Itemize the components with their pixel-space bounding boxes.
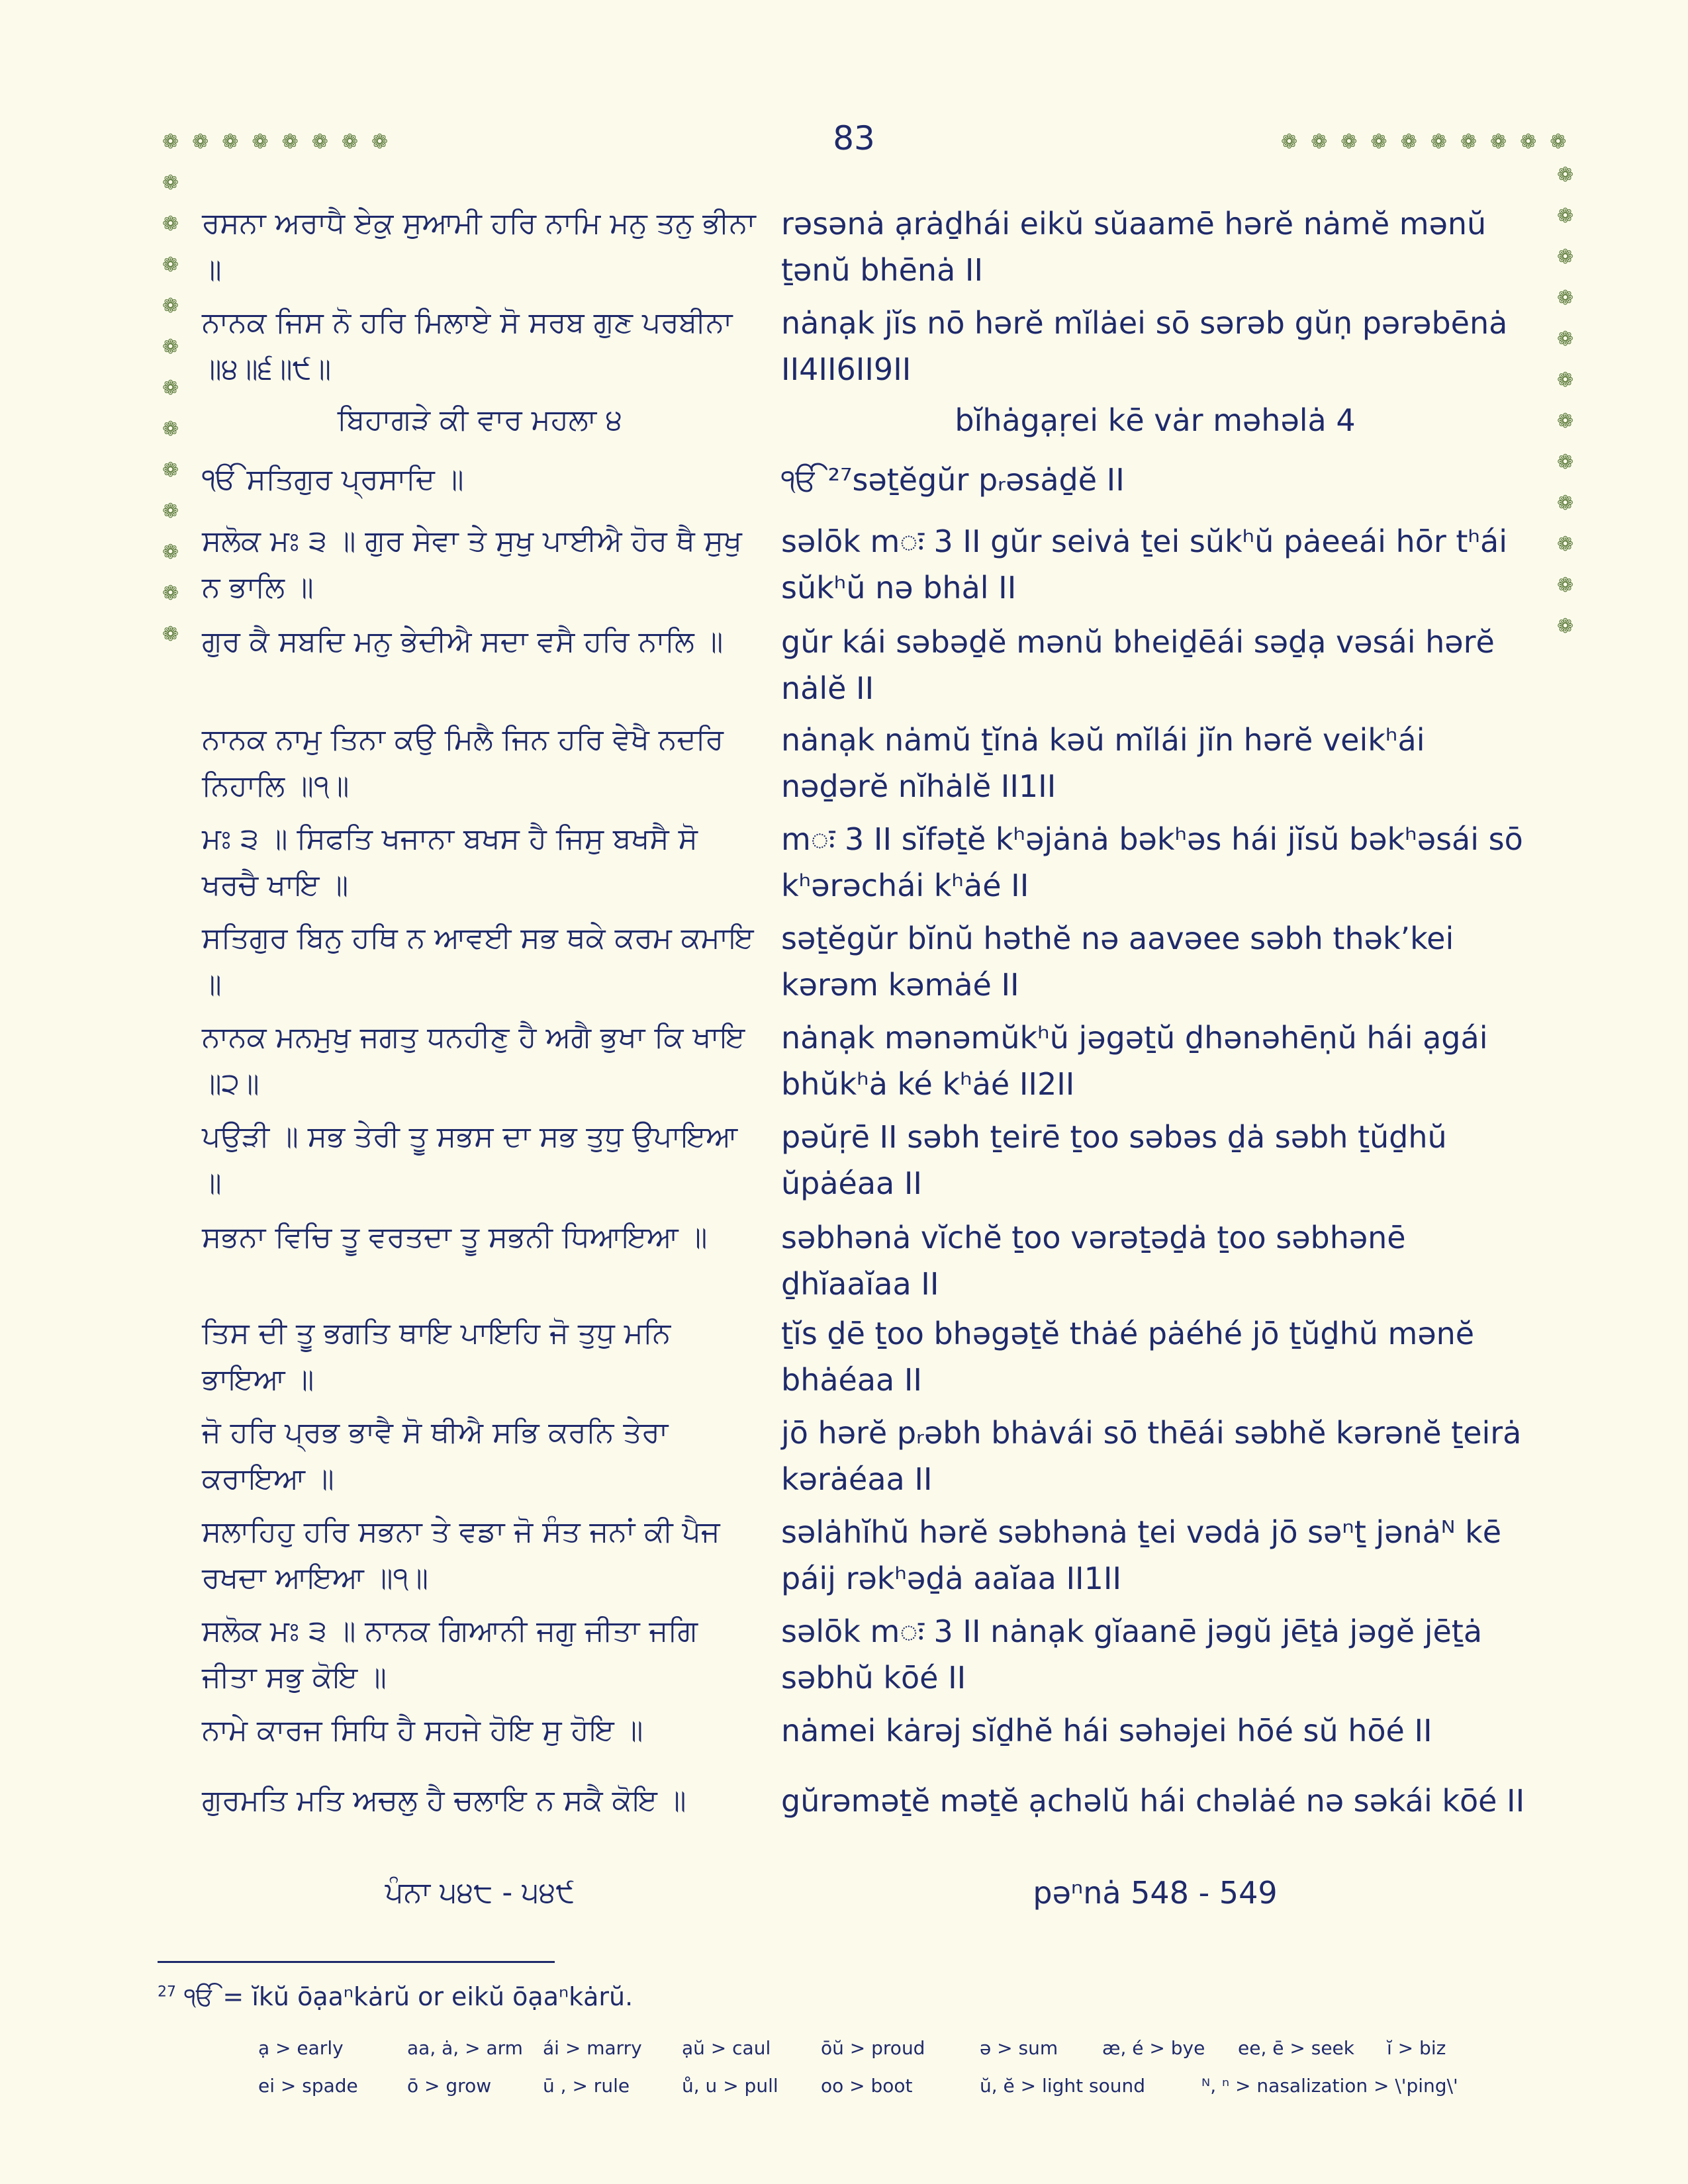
ornament-icon: ❁ <box>1281 130 1298 154</box>
legend-item: ee, ē > seek <box>1238 2037 1354 2059</box>
ornament-icon: ❁ <box>1370 130 1387 154</box>
ornament-icon: ❁ <box>162 171 179 195</box>
ornament-icon: ❁ <box>162 582 179 605</box>
footnote-text: ੴ = ĭkŭ ōạaⁿkȧrŭ or eikŭ ōạaⁿkȧrŭ. <box>184 1982 633 2011</box>
gurmukhi-line: ਮਃ ੩ ॥ ਸਿਫਤਿ ਖਜਾਨਾ ਬਖਸ ਹੈ ਜਿਸੁ ਬਖਸੈ ਸੋ ਖਰਚੈ ਖਾਇ ॥ <box>202 822 698 902</box>
gurmukhi-line: ਨਾਮੇ ਕਾਰਜ ਸਿਧਿ ਹੈ ਸਹਜੇ ਹੋਇ ਸੁ ਹੋਇ ॥ <box>202 1713 643 1747</box>
ornament-icon: ❁ <box>1557 205 1574 228</box>
ornament-icon: ❁ <box>1400 130 1417 154</box>
gurmukhi-line: ਸਲੋਕ ਮਃ ੩ ॥ ਨਾਨਕ ਗਿਆਨੀ ਜਗੁ ਜੀਤਾ ਜਗਿ ਜੀਤਾ ਸਭੁ ਕੋਇ ॥ <box>202 1614 698 1694</box>
ornament-icon: ❁ <box>1557 492 1574 515</box>
page-reference-transliteration: pəⁿnȧ 548 - 549 <box>1033 1875 1278 1911</box>
ornament-icon: ❁ <box>162 459 179 482</box>
legend-item: ō > grow <box>407 2075 492 2097</box>
ornament-icon: ❁ <box>162 336 179 359</box>
transliteration-line: nȧmei kȧrəj sĭḏhĕ hái səhəjei hōé sŭ hōé II <box>781 1713 1432 1749</box>
ornament-icon: ❁ <box>1550 130 1567 154</box>
ornament-icon: ❁ <box>222 130 239 154</box>
ornament-icon: ❁ <box>281 130 299 154</box>
transliteration-line: ੴ ²⁷səṯĕgŭr pᵣəsȧḏĕ II <box>781 462 1125 498</box>
legend-item: ū , > rule <box>543 2075 630 2097</box>
transliteration-line: gŭrəməṯĕ məṯĕ ạchəlŭ hái chəlȧé nə səkái kōé II <box>781 1783 1525 1819</box>
ornament-icon: ❁ <box>162 500 179 523</box>
transliteration-line: səlōk mः 3 II gŭr seivȧ ṯei sŭkʰŭ pȧeeái hōr tʰái sŭkʰŭ nə bhȧl II <box>781 523 1507 606</box>
gurmukhi-line: ਨਾਨਕ ਮਨਮੁਖੁ ਜਗਤੁ ਧਨਹੀਣੁ ਹੈ ਅਗੈ ਭੁਖਾ ਕਿ ਖਾਇ ॥੨॥ <box>202 1021 745 1101</box>
legend-item: ái > marry <box>543 2037 642 2059</box>
transliteration-line: jō hərĕ pᵣəbh bhȧvái sō thēái səbhĕ kərənĕ ṯeirȧ kərȧéaa II <box>781 1415 1522 1497</box>
ornament-icon: ❁ <box>162 212 179 236</box>
ornament-left-column <box>162 173 179 645</box>
ornament-icon: ❁ <box>1557 163 1574 187</box>
transliteration-line: pəŭṛē II səbh ṯeirē ṯoo səbəs ḏȧ səbh ṯŭḏhŭ ŭpȧéaa II <box>781 1119 1447 1201</box>
ornament-icon: ❁ <box>1557 451 1574 474</box>
transliteration-line: ṯĭs ḏē ṯoo bhəgəṯĕ thȧé pȧéhé jō ṯŭḏhŭ mənĕ bhȧéaa II <box>781 1316 1475 1398</box>
ornament-icon: ❁ <box>162 623 179 646</box>
transliteration-line: səbhənȧ vĭchĕ ṯoo vərəṯəḏȧ ṯoo səbhənē ḏhĭaaĭaa II <box>781 1220 1406 1302</box>
legend-item: oo > boot <box>821 2075 913 2097</box>
ornament-icon: ❁ <box>192 130 209 154</box>
section-heading-gurmukhi: ਬਿਹਾਗੜੇ ਕੀ ਵਾਰ ਮਹਲਾ ੪ <box>337 403 623 437</box>
gurmukhi-line: ਗੁਰ ਕੈ ਸਬਦਿ ਮਨੁ ਭੇਦੀਐ ਸਦਾ ਵਸੈ ਹਰਿ ਨਾਲਿ ॥ <box>202 625 724 659</box>
ornament-icon: ❁ <box>1311 130 1328 154</box>
gurmukhi-line: ਜੋ ਹਰਿ ਪ੍ਰਭ ਭਾਵੈ ਸੋ ਥੀਐ ਸਭਿ ਕਰਨਿ ਤੇਰਾ ਕਰਾਇਆ ॥ <box>202 1416 669 1496</box>
transliteration-line: gŭr kái səbəḏĕ mənŭ bheiḏēái səḏạ vəsái hərĕ nȧlĕ II <box>781 624 1495 706</box>
gurmukhi-line: ੴ ਸਤਿਗੁਰ ਪ੍ਰਸਾਦਿ ॥ <box>202 463 464 496</box>
legend-item: ạ > early <box>258 2037 344 2059</box>
footnote-divider <box>158 1961 555 1963</box>
page-number: 83 <box>833 119 875 158</box>
ornament-icon: ❁ <box>1460 130 1477 154</box>
transliteration-line: səlōk mः 3 II nȧnạk gĭaanē jəgŭ jēṯȧ jəgĕ jēṯȧ səbhŭ kōé II <box>781 1614 1483 1696</box>
legend-item: æ, é > bye <box>1102 2037 1205 2059</box>
ornament-top-right <box>1281 132 1566 152</box>
gurmukhi-line: ਤਿਸ ਦੀ ਤੂ ਭਗਤਿ ਥਾਇ ਪਾਇਹਿ ਜੋ ਤੁਧੁ ਮਨਿ ਭਾਇਆ ॥ <box>202 1316 671 1396</box>
legend-item: ə > sum <box>980 2037 1058 2059</box>
transliteration-line: səlȧhĭhŭ hərĕ səbhənȧ ṯei vədȧ jō səⁿṯ jənȧᴺ kē páij rəkʰəḏȧ aaĭaa II1II <box>781 1514 1502 1596</box>
transliteration-line: nȧnạk jĭs nō hərĕ mĭlȧei sō sərəb gŭṇ pərəbēnȧ II4II6II9II <box>781 305 1508 387</box>
gurmukhi-line: ਸਲਾਹਿਹੁ ਹਰਿ ਸਭਨਾ ਤੇ ਵਡਾ ਜੋ ਸੰਤ ਜਨਾਂ ਕੀ ਪੈਜ ਰਖਦਾ ਆਇਆ ॥੧॥ <box>202 1515 720 1595</box>
ornament-icon: ❁ <box>252 130 269 154</box>
footnote-number: 27 <box>158 1983 176 2001</box>
ornament-icon: ❁ <box>1430 130 1447 154</box>
gurmukhi-line: ਸਲੋਕ ਮਃ ੩ ॥ ਗੁਰ ਸੇਵਾ ਤੇ ਸੁਖੁ ਪਾਈਐ ਹੋਰ ਥੈ ਸੁਖੁ ਨ ਭਾਲਿ ॥ <box>202 524 742 604</box>
legend-item: ĭ > biz <box>1387 2037 1446 2059</box>
gurmukhi-line: ਸਭਨਾ ਵਿਚਿ ਤੂ ਵਰਤਦਾ ਤੂ ਸਭਨੀ ਧਿਆਇਆ ॥ <box>202 1220 708 1254</box>
ornament-icon: ❁ <box>162 418 179 441</box>
ornament-top-left <box>162 132 388 152</box>
ornament-icon: ❁ <box>1557 369 1574 392</box>
ornament-icon: ❁ <box>311 130 328 154</box>
ornament-icon: ❁ <box>1557 574 1574 597</box>
section-heading-transliteration: bĭhȧgạṛei kē vȧr məhəlȧ 4 <box>955 402 1356 438</box>
ornament-icon: ❁ <box>162 541 179 564</box>
gurmukhi-line: ਨਾਨਕ ਜਿਸ ਨੋ ਹਰਿ ਮਿਲਾਏ ਸੋ ਸਰਬ ਗੁਣ ਪਰਬੀਨਾ ॥੪॥੬॥੯॥ <box>202 306 733 386</box>
transliteration-line: səṯĕgŭr bĭnŭ həthĕ nə aavəee səbh thək’kei kərəm kəmȧé II <box>781 921 1454 1003</box>
ornament-right-column <box>1557 165 1573 637</box>
transliteration-line: nȧnạk mənəmŭkʰŭ jəgəṯŭ ḏhənəhēṇŭ hái ạgái bhŭkʰȧ ké kʰȧé II2II <box>781 1020 1488 1102</box>
ornament-icon: ❁ <box>1520 130 1537 154</box>
transliteration-line: mः 3 II sĭfəṯĕ kʰəjȧnȧ bəkʰəs hái jĭsŭ bəkʰəsái sō kʰərəchái kʰȧé II <box>781 821 1523 903</box>
ornament-icon: ❁ <box>1557 410 1574 433</box>
ornament-icon: ❁ <box>1557 328 1574 351</box>
ornament-icon: ❁ <box>371 130 389 154</box>
ornament-icon: ❁ <box>341 130 358 154</box>
ornament-icon: ❁ <box>1489 130 1507 154</box>
ornament-icon: ❁ <box>162 377 179 400</box>
ornament-icon: ❁ <box>162 253 179 277</box>
gurmukhi-line: ਰਸਨਾ ਅਰਾਧੈ ਏਕੁ ਸੁਆਮੀ ਹਰਿ ਨਾਮਿ ਮਨੁ ਤਨੁ ਭੀਨਾ ॥ <box>202 206 756 287</box>
page-reference-gurmukhi: ਪੰਨਾ ੫੪੮ - ੫੪੯ <box>385 1876 575 1909</box>
transliteration-line: nȧnạk nȧmŭ ṯĭnȧ kəŭ mĭlái jĭn hərĕ veikʰái nəḏərĕ nĭhȧlĕ II1II <box>781 722 1425 804</box>
ornament-icon: ❁ <box>1557 533 1574 556</box>
legend-item: ạŭ > caul <box>682 2037 771 2059</box>
legend-item: ŭ, ĕ > light sound <box>980 2075 1145 2097</box>
ornament-icon: ❁ <box>1557 246 1574 269</box>
legend-item: ōŭ > proud <box>821 2037 925 2059</box>
gurmukhi-line: ਸਤਿਗੁਰ ਬਿਨੁ ਹਥਿ ਨ ਆਵਈ ਸਭ ਥਕੇ ਕਰਮ ਕਮਾਇ ॥ <box>202 921 754 1001</box>
ornament-icon: ❁ <box>1340 130 1358 154</box>
ornament-icon: ❁ <box>162 295 179 318</box>
legend-item: aa, ȧ, > arm <box>407 2037 523 2059</box>
gurmukhi-line: ਨਾਨਕ ਨਾਮੁ ਤਿਨਾ ਕਉ ਮਿਲੈ ਜਿਨ ਹਰਿ ਵੇਖੈ ਨਦਰਿ ਨਿਹਾਲਿ ॥੧॥ <box>202 723 724 803</box>
legend-item: ᴺ, ⁿ > nasalization > \'ping\' <box>1201 2075 1458 2097</box>
legend-item: ei > spade <box>258 2075 358 2097</box>
ornament-icon: ❁ <box>162 130 179 154</box>
legend-item: ů, u > pull <box>682 2075 778 2097</box>
gurmukhi-line: ਗੁਰਮਤਿ ਮਤਿ ਅਚਲੁ ਹੈ ਚਲਾਇ ਨ ਸਕੈ ਕੋਇ ॥ <box>202 1784 686 1817</box>
gurmukhi-line: ਪਉੜੀ ॥ ਸਭ ਤੇਰੀ ਤੂ ਸਭਸ ਦਾ ਸਭ ਤੁਧੁ ਉਪਾਇਆ ॥ <box>202 1120 738 1200</box>
footnote <box>158 1982 633 2012</box>
ornament-icon: ❁ <box>1557 615 1574 638</box>
ornament-icon: ❁ <box>1557 287 1574 310</box>
transliteration-line: rəsənȧ ạrȧḏhái eikŭ sŭaamē hərĕ nȧmĕ mənŭ ṯənŭ bhēnȧ II <box>781 206 1487 288</box>
